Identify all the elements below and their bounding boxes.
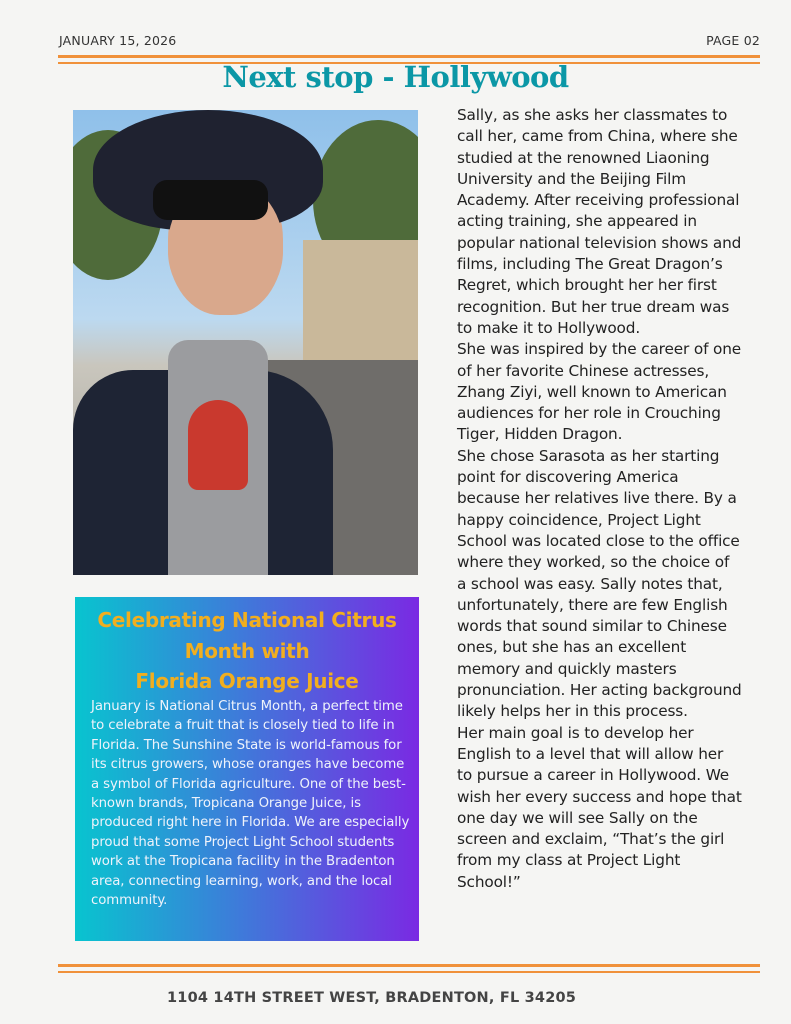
header-rule-thick [58, 55, 760, 58]
sidebar-title-line: Florida Orange Juice [135, 669, 359, 693]
page-number: PAGE 02 [706, 33, 760, 48]
sidebar-title-line: Month with [184, 638, 310, 663]
sidebar-title [75, 605, 419, 697]
article-photo [73, 110, 418, 575]
footer-address: 1104 14TH STREET WEST, BRADENTON, FL 34205 [167, 990, 577, 1006]
article-body [457, 105, 742, 893]
sidebar-title-line: Celebrating National Citrus [97, 608, 397, 632]
article-paragraph: Her main goal is to develop her English to a level that will allow her to pursue a career in Hollywood. We wish her every success and hope that one day we will see Sally on the screen and exclaim, “That’s the girl from my class at Project Light School!” [457, 723, 742, 891]
footer-rule-thin [58, 971, 760, 973]
article-title: Next stop - Hollywood [222, 60, 569, 94]
issue-date: JANUARY 15, 2026 [59, 33, 177, 48]
article-paragraph: She chose Sarasota as her starting point for discovering America because her relatives live there. By a happy coincidence, Project Light School was located close to the office where they worked, so the choice of a school was easy. Sally notes that, unfortunately, there are few English words that sound similar to Chinese ones, but she has an excellent memory and quickly masters pronunciation. Her acting background likely helps her in this process. [457, 446, 742, 721]
article-paragraph: Sally, as she asks her classmates to call her, came from China, where she studied at the renowned Liaoning University and the Beijing Film Academy. After receiving professional acting training, she appeared in popular national television shows and films, including The Great Dragon’s Regret, which brought her her first recognition. But her true dream was to make it to Hollywood. [457, 106, 742, 337]
footer-rule-thick [58, 964, 760, 967]
sidebar-body: January is National Citrus Month, a perfect time to celebrate a fruit that is closely tied to life in Florida. The Sunshine State is world-famous for its citrus growers, whose oranges have become a symbol of Florida agriculture. One of the best-known brands, Tropicana Orange Juice, is produced right here in Florida. We are especially proud that some Project Light School students work at the Tropicana facility in the Bradenton area, connecting learning, work, and the local community. [91, 699, 410, 909]
article-paragraph: She was inspired by the career of one of her favorite Chinese actresses, Zhang Ziyi, well known to American audiences for her role in Crouching Tiger, Hidden Dragon. [457, 340, 742, 444]
